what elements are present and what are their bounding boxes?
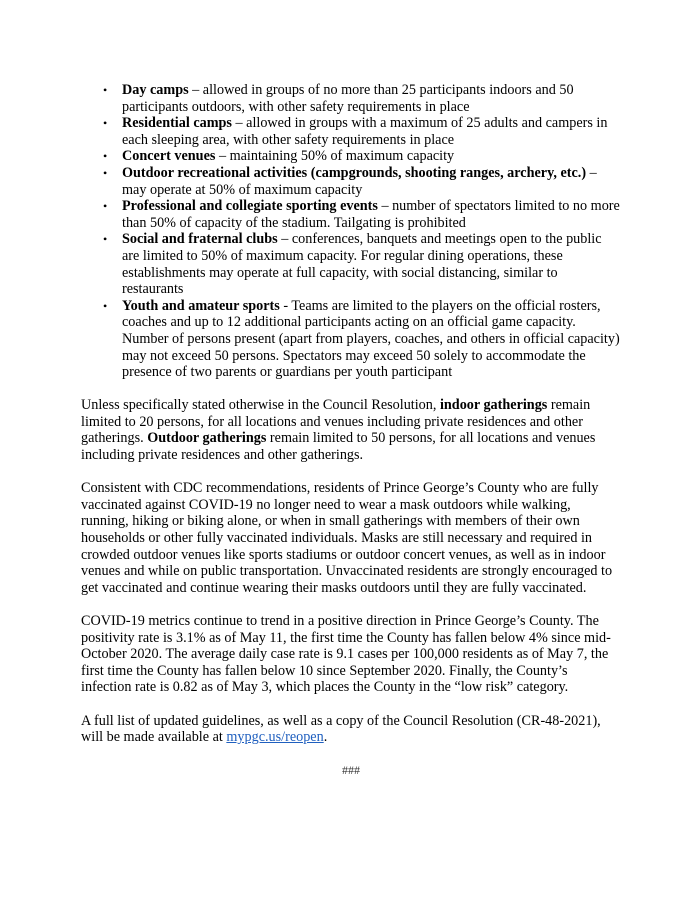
- gatherings-paragraph: Unless specifically stated otherwise in the Council Resolution, indoor gatherings remain limited to 20 persons, for all locations and venues including private residences and other gatherings. Outdoor gatherings remain limited to 50 persons, for all locations and venues including private residences and other gatherings.: [81, 397, 596, 464]
- item-title: Outdoor recreational activities (campgrounds, shooting ranges, archery, etc.): [122, 164, 587, 181]
- list-item: • Youth and amateur sports - Teams are limited to the players on the official rosters, coaches and up to 12 additional participants acting on an official game capacity. Number of persons present (apart from players, coaches, and others in official capacity) may not exceed 50 persons. Spectators may exceed 50 solely to accommodate the presence of two parents or guardians per youth participant: [103, 297, 620, 381]
- item-title: Day camps: [122, 82, 189, 98]
- list-item: • Concert venues – maintaining 50% of maximum capacity: [103, 148, 455, 165]
- list-item: • Day camps – allowed in groups of no more than 25 participants indoors and 50 participants outdoors, with other safety requirements in place: [103, 82, 574, 115]
- list-item: • Residential camps – allowed in groups with a maximum of 25 adults and campers in each sleeping area, with other safety requirements in place: [103, 115, 608, 148]
- indoor-gatherings-emphasis: indoor gatherings: [439, 397, 548, 414]
- guidelines-paragraph: A full list of updated guidelines, as well as a copy of the Council Resolution (CR-48-2021), will be made available at mypgc.us/reopen.: [81, 712, 601, 746]
- item-text: allowed in groups of no more than 25 participants indoors and 50 participants outdoors, with other safety requirements in place: [122, 82, 574, 115]
- item-text: allowed in groups with a maximum of 25 adults and campers in each sleeping area, with other safety requirements in place: [122, 115, 608, 148]
- guidelines-bullet-list: [81, 82, 621, 381]
- bullet-icon: •: [103, 83, 108, 97]
- item-title: Professional and collegiate sporting events: [122, 198, 378, 215]
- item-text: conferences, banquets and meetings open to the public are limited to 50% of maximum capacity. For regular dining operations, these establishments may operate at full capacity, with social distancing, similar to restaurants: [122, 231, 602, 298]
- reopen-link[interactable]: mypgc.us/reopen: [226, 729, 324, 746]
- item-text: Teams are limited to the players on the official rosters, coaches and up to 12 additional participants acting on an official game capacity. Number of persons present (apart from players, coaches, and others in official capacity) may not exceed 50 persons. Spectators may exceed 50 solely to accommodate the presence of two parents or guardians per youth participant: [122, 297, 620, 381]
- bullet-icon: •: [103, 232, 108, 247]
- bullet-icon: •: [103, 165, 108, 180]
- list-item: • Professional and collegiate sporting events – number of spectators limited to no more than 50% of capacity of the stadium. Tailgating is prohibited: [103, 198, 620, 231]
- cdc-paragraph: Consistent with CDC recommendations, residents of Prince George’s County who are fully vaccinated against COVID-19 no longer need to wear a mask outdoors while walking, running, hiking or biking alone, or when in small gatherings with members of their own households or other fully vaccinated individuals. Masks are still necessary and required in crowded outdoor venues like sports stadiums or outdoor concert venues, as well as in indoor venues and while on public transportation. Unvaccinated residents are strongly encouraged to get vaccinated and continue wearing their masks outdoors until they are fully vaccinated.: [81, 480, 613, 596]
- item-title: Social and fraternal clubs: [122, 231, 278, 248]
- list-item: • Outdoor recreational activities (campgrounds, shooting ranges, archery, etc.) – may operate at 50% of maximum capacity: [103, 164, 597, 198]
- item-text: number of spectators limited to no more than 50% of capacity of the stadium. Tailgating is prohibited: [122, 198, 620, 231]
- bullet-icon: •: [103, 298, 108, 313]
- bullet-icon: •: [103, 116, 108, 131]
- item-title: Concert venues: [122, 148, 216, 165]
- metrics-paragraph: COVID-19 metrics continue to trend in a positive direction in Prince George’s County. The positivity rate is 3.1% as of May 11, the first time the County has fallen below 4% since mid-October 2020. The average daily case rate is 9.1 cases per 100,000 residents as of May 7, the first time the County has fallen below 10 since September 2020. Finally, the County’s infection rate is 0.82 as of May 3, which places the County in the “low risk” category.: [81, 613, 611, 696]
- list-item: • Social and fraternal clubs – conferences, banquets and meetings open to the public are limited to 50% of maximum capacity. For regular dining operations, these establishments may operate at full capacity, with social distancing, similar to restaurants: [103, 231, 602, 298]
- item-title: Youth and amateur sports: [122, 297, 280, 314]
- item-text: maintaining 50% of maximum capacity: [229, 148, 455, 165]
- item-text: may operate at 50% of maximum capacity: [122, 181, 363, 198]
- document-page: [81, 82, 621, 779]
- bullet-icon: •: [103, 149, 108, 164]
- bullet-icon: •: [103, 199, 108, 214]
- item-title: Residential camps: [122, 115, 232, 132]
- end-marker: ###: [342, 763, 360, 778]
- outdoor-gatherings-emphasis: Outdoor gatherings: [147, 430, 267, 447]
